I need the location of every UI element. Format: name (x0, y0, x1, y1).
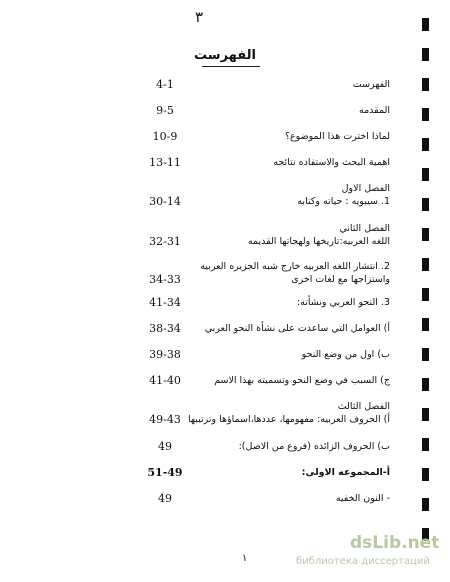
toc-entry-pages: 49 (158, 492, 172, 505)
toc-entry-pages: 38-34 (149, 322, 181, 335)
binding-mark (422, 408, 429, 421)
toc-entry-line: أ-المجموعه الاولى: (301, 467, 390, 478)
binding-mark (422, 468, 429, 481)
toc-entry-line: 3. النحو العربي ونشأته: (296, 297, 390, 308)
toc-entry-line: لماذا اخترت هذا الموضوع؟ (284, 131, 390, 142)
binding-mark (422, 108, 429, 121)
binding-mark (422, 438, 429, 451)
binding-mark (422, 378, 429, 391)
toc-entry-pages: 34-33 (149, 273, 181, 286)
page-title: الفهرست (194, 48, 256, 63)
toc-entry-pages: 41-34 (149, 296, 181, 309)
binding-mark (422, 498, 429, 511)
page-mark: ٣ (195, 8, 204, 26)
binding-mark (422, 318, 429, 331)
toc-entry-line: ج) السبب في وضع النحو وتسميته بهذا الاسم (214, 375, 390, 386)
binding-mark (422, 228, 429, 241)
binding-mark (422, 348, 429, 361)
binding-mark (422, 288, 429, 301)
toc-entry-line: ب) الحروف الزائده (فروع من الاصل): (238, 441, 390, 452)
page-number: ١ (242, 553, 248, 564)
toc-entry-pages: 32-31 (149, 235, 181, 248)
toc-entry-pages: 49-43 (149, 413, 181, 426)
title-underline (202, 66, 260, 67)
toc-entry-pages: 4-1 (156, 78, 174, 91)
binding-mark (422, 258, 429, 271)
watermark-text: библиотека диссертаций (296, 556, 430, 567)
toc-entry-line: أ) العوامل التي ساعدت على نشأة النحو العربي (204, 323, 390, 334)
toc-entry-pages: 41-40 (149, 374, 181, 387)
toc-entry-pages: 9-5 (156, 104, 174, 117)
toc-entry-pages: 10-9 (152, 130, 178, 143)
binding-mark (422, 78, 429, 91)
toc-entry-line: الفصل الثاني (339, 223, 390, 234)
binding-mark (422, 48, 429, 61)
watermark-logo: dsLib.net (350, 533, 440, 553)
toc-entry-pages: 30-14 (149, 195, 181, 208)
toc-entry-line: ب) اول من وضع النحو (301, 349, 390, 360)
toc-entry-pages: 49 (158, 440, 172, 453)
toc-entry-line: 2. انتشار اللغه العربيه خارج شبه الجزيره العربيه (200, 261, 390, 272)
toc-entry-line: المقدمه (358, 105, 390, 116)
toc-entry-pages: 13-11 (149, 156, 181, 169)
binding-mark (422, 198, 429, 211)
binding-mark (422, 168, 429, 181)
toc-entry-line: اهمية البحث والاستفاده نتائجه (273, 157, 390, 168)
binding-mark (422, 138, 429, 151)
toc-entry-line: الفهرست (352, 79, 390, 90)
toc-entry-line: الفصل الاول (341, 183, 390, 194)
toc-entry-line: أ) الحروف العربيه: مفهومها، عددها،اسماؤها وترتيبها (187, 414, 390, 425)
binding-mark (422, 18, 429, 31)
toc-entry-line: - النون الخفيه (335, 493, 390, 504)
toc-entry-line: 1. سيبويه : حياته وكتابه (297, 196, 390, 207)
toc-entry-line: الفصل الثالث (337, 401, 390, 412)
toc-entry-line: اللغه العربيه:تاريخها ولهجاتها القديمه (247, 236, 390, 247)
toc-entry-pages: 39-38 (149, 348, 181, 361)
toc-entry-line: واستزاجها مع لغات اخرى (291, 274, 390, 285)
toc-entry-pages: 51-49 (147, 466, 183, 479)
